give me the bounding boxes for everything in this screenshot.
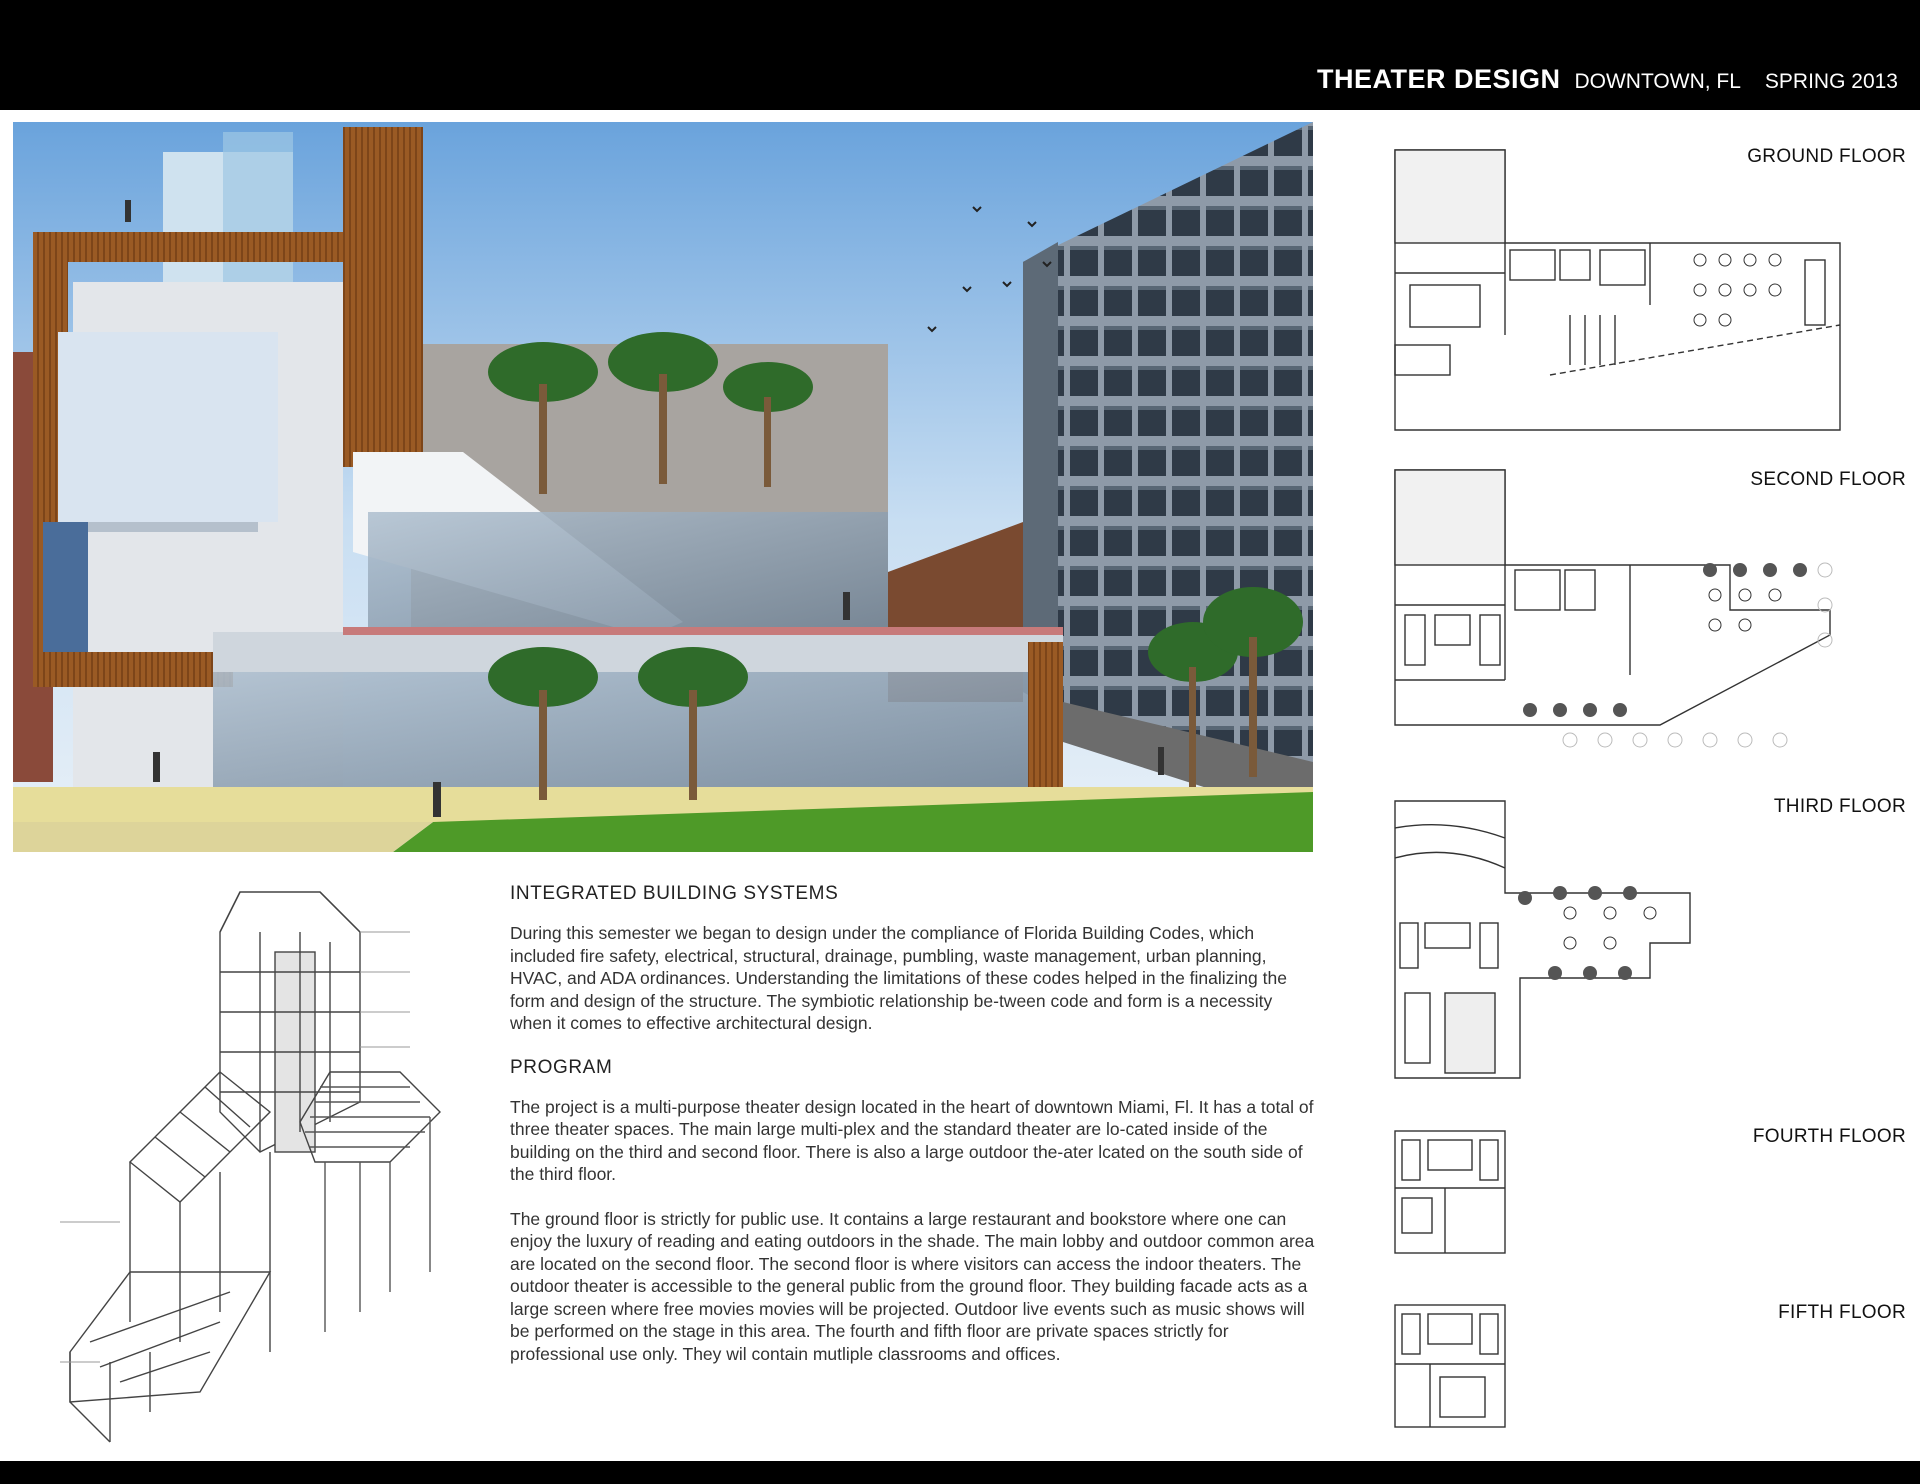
systems-paragraph: During this semester we began to design under the compliance of Florida Building Codes, which included fire safety, electrical, structural, drainage, pumbling, waste management, urban planning, HVAC, and ADA ordinances. Understanding the limitations of these codes helped in the finalizing the form and design of the structure. The symbiotic relationship be-tween code and form is a necessity when it comes to effective architectural design.: [510, 923, 1287, 1033]
second-floor-label: SECOND FLOOR: [1750, 469, 1906, 490]
ground-floor-plan: [1370, 145, 1850, 435]
systems-heading: INTEGRATED BUILDING SYSTEMS: [510, 883, 839, 904]
third-floor-plan: [1370, 798, 1850, 1083]
location-label: DOWNTOWN, FL: [1574, 70, 1741, 93]
second-floor-plan: [1370, 465, 1850, 775]
fifth-floor-label: FIFTH FLOOR: [1778, 1302, 1906, 1323]
header-bar: [0, 0, 1920, 110]
ground-floor-label: GROUND FLOOR: [1747, 146, 1906, 167]
program-paragraph-2: The ground floor is strictly for public use. It contains a large restaurant and bookstore where one can enjoy the luxury of reading and eating outdoors in the shade. The main lobby and outdoor common area are located on the second floor. The second floor is where visitors can access the indoor theaters. The outdoor theater is accessible to the general public from the ground floor. They building facade acts as a large screen where free movies movies will be projected. Outdoor live events such as music shows will be performed on the stage in this area. The fourth and fifth floor are private spaces strictly for professional use only. They wil contain mutliple classrooms and offices.: [510, 1208, 1315, 1364]
footer-bar: [0, 1461, 1920, 1484]
fourth-floor-label: FOURTH FLOOR: [1752, 1126, 1906, 1147]
description-column: [510, 883, 1315, 1387]
program-heading: PROGRAM: [510, 1056, 613, 1078]
page-title: THEATER DESIGN: [1316, 64, 1561, 94]
exterior-rendering: [13, 122, 1313, 852]
season-label: SPRING 2013: [1764, 70, 1898, 93]
header-title-group: [1317, 64, 1898, 95]
structural-axonometric: [60, 872, 480, 1447]
fifth-floor-plan: [1370, 1302, 1850, 1432]
third-floor-label: THIRD FLOOR: [1773, 796, 1906, 817]
program-paragraph-1: The project is a multi-purpose theater design located in the heart of downtown Miami, Fl. It has a total of three theater spaces. The main large multi-plex and the standard theater are lo-cated inside of the building on the third and second floor. There is also a large outdoor the-ater lcated on the south side of the third floor.: [510, 1096, 1314, 1184]
fourth-floor-plan: [1370, 1128, 1850, 1258]
